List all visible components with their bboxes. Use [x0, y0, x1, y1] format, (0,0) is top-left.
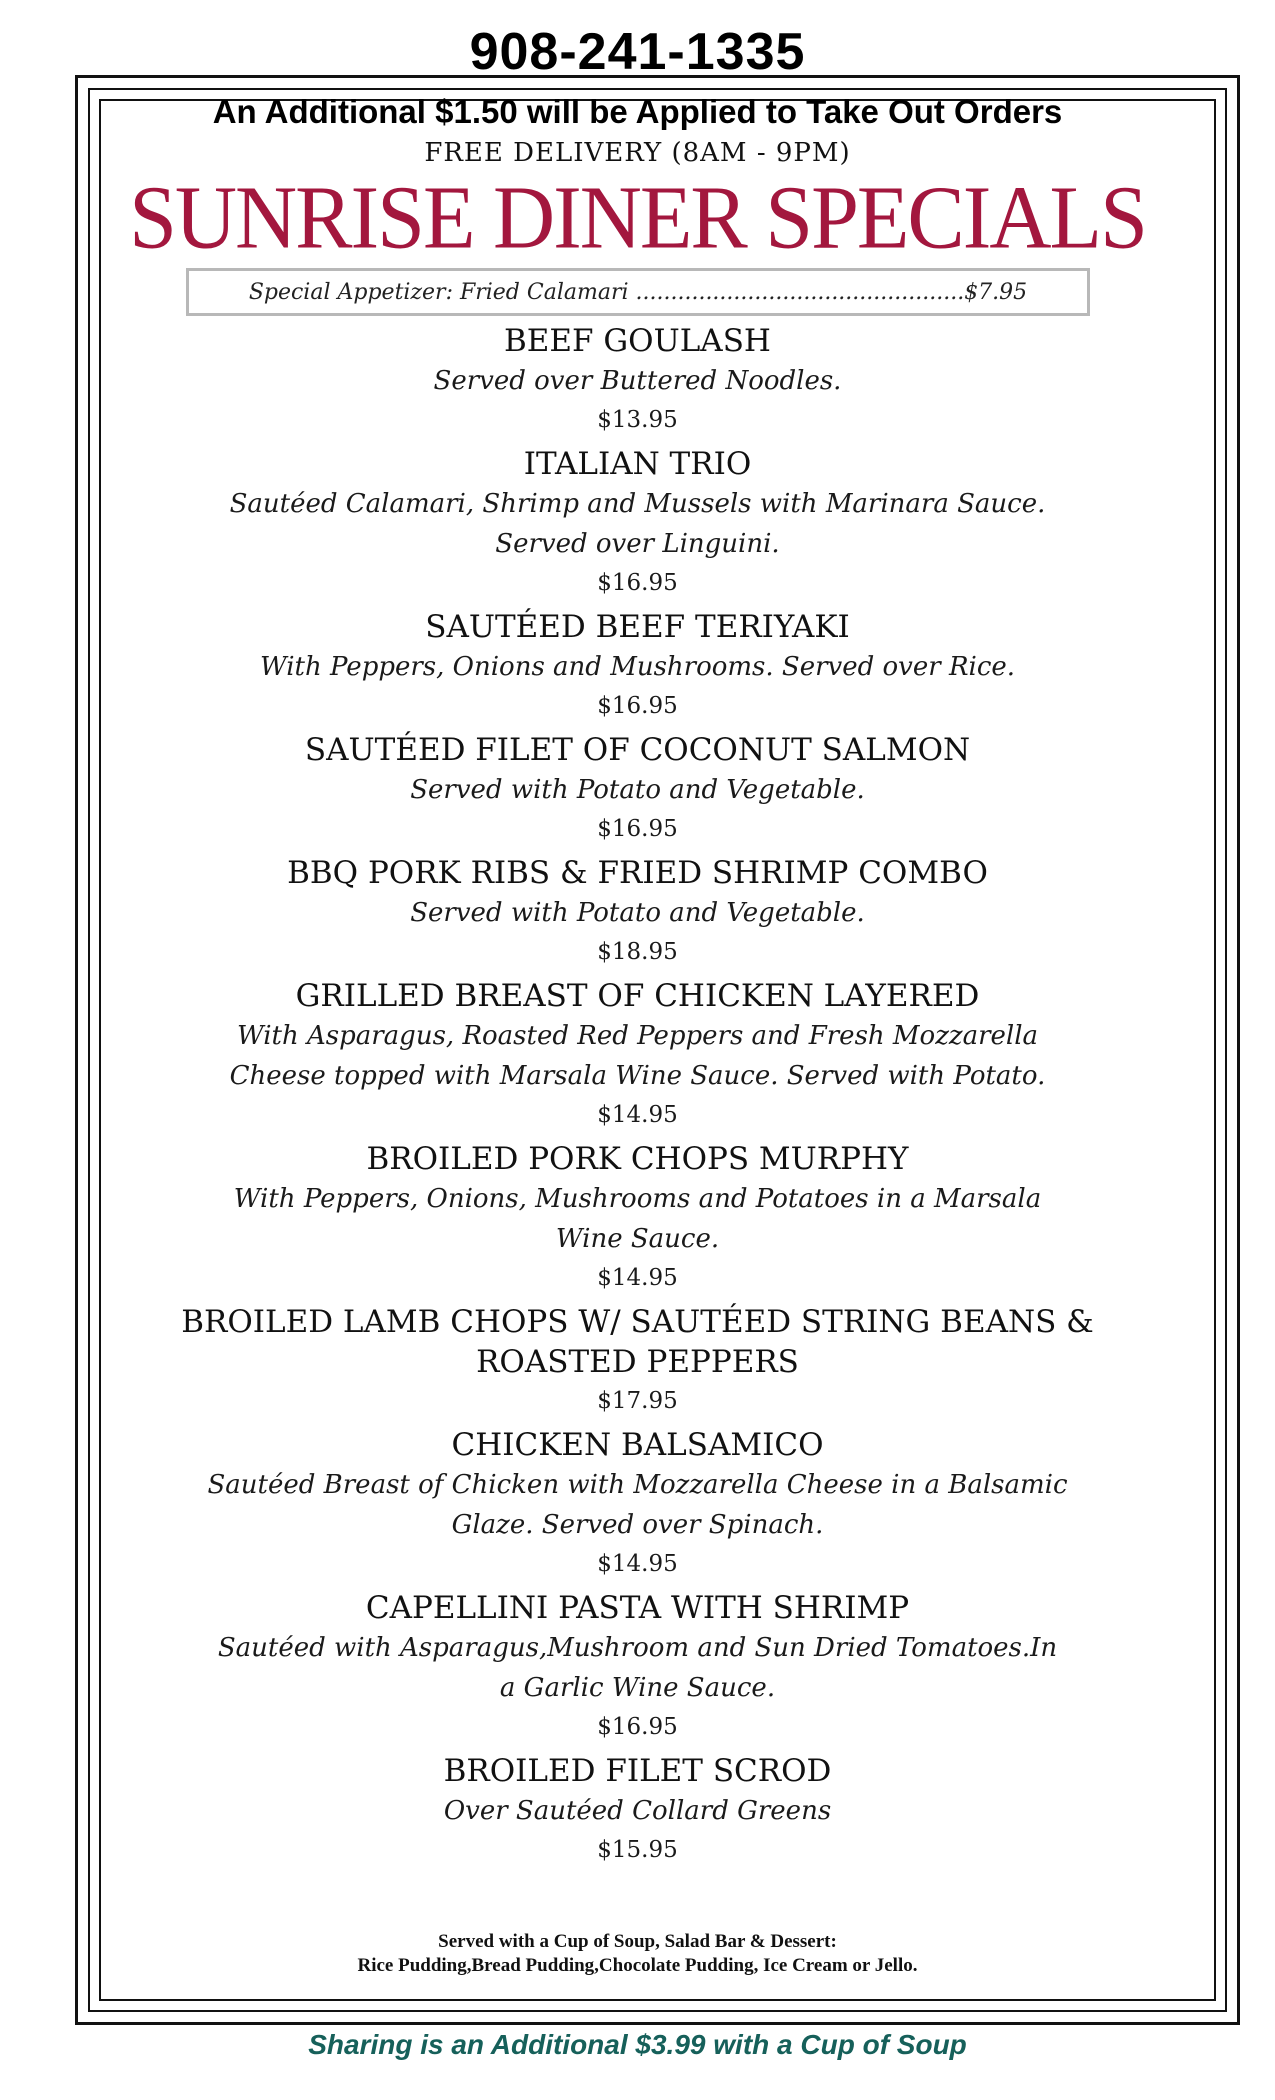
item-description: Glaze. Served over Spinach. — [451, 1510, 824, 1540]
item-name: BEEF GOULASH — [504, 323, 771, 359]
item-price: $15.95 — [597, 1837, 678, 1863]
item-description: Served over Buttered Noodles. — [433, 366, 842, 396]
served-with-note — [0, 1930, 1275, 1978]
item-name: BROILED PORK CHOPS MURPHY — [366, 1141, 909, 1177]
item-name: BROILED FILET SCROD — [443, 1753, 832, 1789]
served-line-2: Rice Pudding,Bread Pudding,Chocolate Pudding, Ice Cream or Jello. — [357, 1955, 918, 1976]
item-description: Served with Potato and Vegetable. — [410, 775, 865, 805]
item-description: Sautéed Breast of Chicken with Mozzarella Cheese in a Balsamic — [207, 1470, 1068, 1500]
item-name: CAPELLINI PASTA WITH SHRIMP — [365, 1590, 910, 1626]
item-name: ITALIAN TRIO — [523, 446, 752, 482]
page-title: SUNRISE DINER SPECIALS — [129, 166, 1146, 268]
item-price: $13.95 — [597, 407, 678, 433]
phone-number: 908-241-1335 — [469, 23, 806, 81]
menu-item — [110, 971, 1165, 1134]
item-description: With Peppers, Onions, Mushrooms and Potatoes in a Marsala — [233, 1184, 1042, 1214]
item-price: $17.95 — [597, 1388, 678, 1414]
menu-item — [110, 602, 1165, 725]
item-price: $14.95 — [597, 1102, 678, 1128]
menu-item — [110, 1297, 1165, 1420]
delivery-notice: FREE DELIVERY (8AM - 9PM) — [424, 138, 851, 168]
item-name: BBQ PORK RIBS & FRIED SHRIMP COMBO — [287, 855, 988, 891]
item-description: With Asparagus, Roasted Red Peppers and Fresh Mozzarella — [236, 1021, 1039, 1051]
item-name: CHICKEN BALSAMICO — [451, 1427, 824, 1463]
item-description: Served over Linguini. — [495, 529, 780, 559]
item-description: Cheese topped with Marsala Wine Sauce. Served with Potato. — [229, 1061, 1046, 1091]
item-price: $16.95 — [597, 693, 678, 719]
served-line-1: Served with a Cup of Soup, Salad Bar & Dessert: — [438, 1931, 837, 1952]
menu-item — [110, 848, 1165, 971]
item-price: $14.95 — [597, 1265, 678, 1291]
menu-item — [110, 725, 1165, 848]
item-description: Wine Sauce. — [555, 1224, 720, 1254]
specials-list — [110, 316, 1165, 1869]
item-name: GRILLED BREAST OF CHICKEN LAYERED — [295, 978, 980, 1014]
appetizer-box — [186, 268, 1090, 316]
item-description: Served with Potato and Vegetable. — [410, 898, 865, 928]
item-price: $16.95 — [597, 570, 678, 596]
menu-item — [110, 1134, 1165, 1297]
item-price: $16.95 — [597, 1714, 678, 1740]
menu-item — [110, 1583, 1165, 1746]
item-description: With Peppers, Onions and Mushrooms. Served over Rice. — [259, 652, 1016, 682]
item-description: a Garlic Wine Sauce. — [499, 1673, 776, 1703]
item-name: SAUTÉED FILET OF COCONUT SALMON — [304, 732, 971, 768]
appetizer-text: Special Appetizer: Fried Calamari ...............................................$7.95 — [248, 280, 1028, 305]
item-description: Sautéed with Asparagus,Mushroom and Sun Dried Tomatoes.In — [217, 1633, 1058, 1663]
item-name: SAUTÉED BEEF TERIYAKI — [425, 609, 850, 645]
sharing-notice: Sharing is an Additional $3.99 with a Cup of Soup — [308, 2029, 967, 2060]
item-description: Sautéed Calamari, Shrimp and Mussels with Marinara Sauce. — [229, 489, 1046, 519]
item-price: $16.95 — [597, 816, 678, 842]
item-name-continued: ROASTED PEPPERS — [476, 1344, 799, 1380]
takeout-notice: An Additional $1.50 will be Applied to Take Out Orders — [212, 93, 1063, 130]
item-description: Over Sautéed Collard Greens — [443, 1796, 832, 1826]
menu-item — [110, 439, 1165, 602]
menu-item — [110, 1746, 1165, 1869]
menu-item — [110, 316, 1165, 439]
menu-item — [110, 1420, 1165, 1583]
item-name: BROILED LAMB CHOPS W/ SAUTÉED STRING BEANS & — [181, 1304, 1094, 1340]
item-price: $14.95 — [597, 1551, 678, 1577]
item-price: $18.95 — [597, 939, 678, 965]
